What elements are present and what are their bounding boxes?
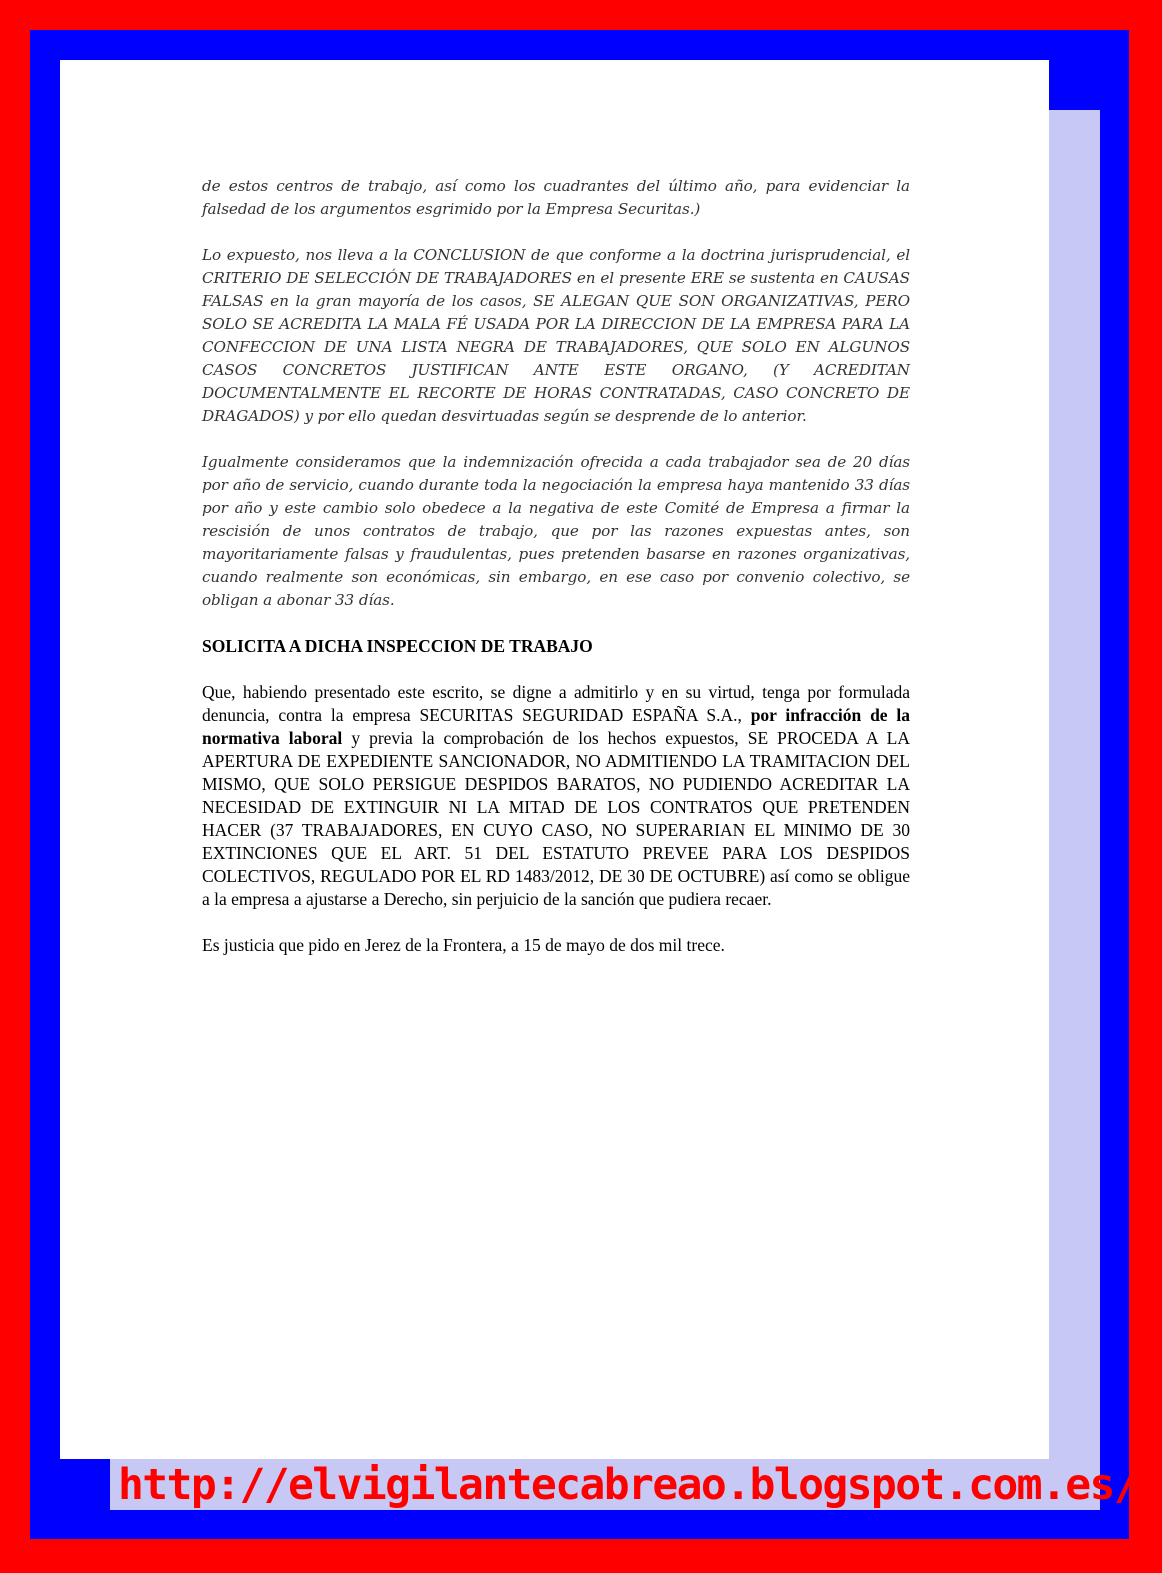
document-body xyxy=(202,175,910,980)
paragraph-closing: Es justicia que pido en Jerez de la Frontera, a 15 de mayo de dos mil trece. xyxy=(202,935,725,955)
blog-url-watermark: http://elvigilantecabreao.blogspot.com.es/ xyxy=(118,1460,1139,1510)
paragraph-evidence: de estos centros de trabajo, así como los cuadrantes del último año, para evidenciar la falsedad de los argumentos esgrimido por la Empresa Securitas.) xyxy=(202,177,910,218)
paragraph-conclusion: Lo expuesto, nos lleva a la CONCLUSION de que conforme a la doctrina jurisprudencial, el CRITERIO DE SELECCIÓN DE TRABAJADORES en el presente ERE se sustenta en CAUSAS FALSAS en la gran mayoría de los casos, SE ALEGAN QUE SON ORGANIZATIVAS, PERO SOLO SE ACREDITA LA MALA FÉ USADA POR LA DIRECCION DE LA EMPRESA PARA LA CONFECCION DE UNA LISTA NEGRA DE TRABAJADORES, QUE SOLO EN ALGUNOS CASOS CONCRETOS JUSTIFICAN ANTE ESTE ORGANO, (Y ACREDITAN DOCUMENTALMENTE EL RECORTE DE HORAS CONTRATADAS, CASO CONCRETO DE DRAGADOS) y por ello quedan desvirtuadas según se desprende de lo anterior. xyxy=(202,246,910,425)
document-page xyxy=(60,60,1049,1459)
paragraph-request xyxy=(202,681,910,911)
request-text-start: Que, habiendo presentado este escrito, se digne a admitirlo y en su virtud, tenga por formulada denuncia, contra la empresa SECURITAS SEGURIDAD ESPAÑA S.A., xyxy=(202,682,910,725)
request-text-bold: por infracción de la normativa laboral xyxy=(202,705,910,748)
paragraph-indemnization: Igualmente consideramos que la indemnización ofrecida a cada trabajador sea de 20 días por año de servicio, cuando durante toda la negociación la empresa haya mantenido 33 días por año y este cambio solo obedece a la negativa de este Comité de Empresa a firmar la rescisión de unos contratos de trabajo, que por las razones expuestas antes, son mayoritariamente falsas y fraudulentas, pues pretenden basarse en razones organizativas, cuando realmente son económicas, sin embargo, en ese caso por convenio colectivo, se obligan a abonar 33 días. xyxy=(202,453,910,609)
request-heading: SOLICITA A DICHA INSPECCION DE TRABAJO xyxy=(202,636,593,656)
request-text-end: y previa la comprobación de los hechos expuestos, SE PROCEDA A LA APERTURA DE EXPEDIENTE SANCIONADOR, NO ADMITIENDO LA TRAMITACION DEL MISMO, QUE SOLO PERSIGUE DESPIDOS BARATOS, NO PUDIENDO ACREDITAR LA NECESIDAD DE EXTINGUIR NI LA MITAD DE LOS CONTRATOS QUE PRETENDEN HACER (37 TRABAJADORES, EN CUYO CASO, NO SUPERARIAN EL MINIMO DE 30 EXTINCIONES QUE EL ART. 51 DEL ESTATUTO PREVEE PARA LOS DESPIDOS COLECTIVOS, REGULADO POR EL RD 1483/2012, DE 30 DE OCTUBRE) así como se obligue a la empresa a ajustarse a Derecho, sin perjuicio de la sanción que pudiera recaer. xyxy=(202,728,910,909)
